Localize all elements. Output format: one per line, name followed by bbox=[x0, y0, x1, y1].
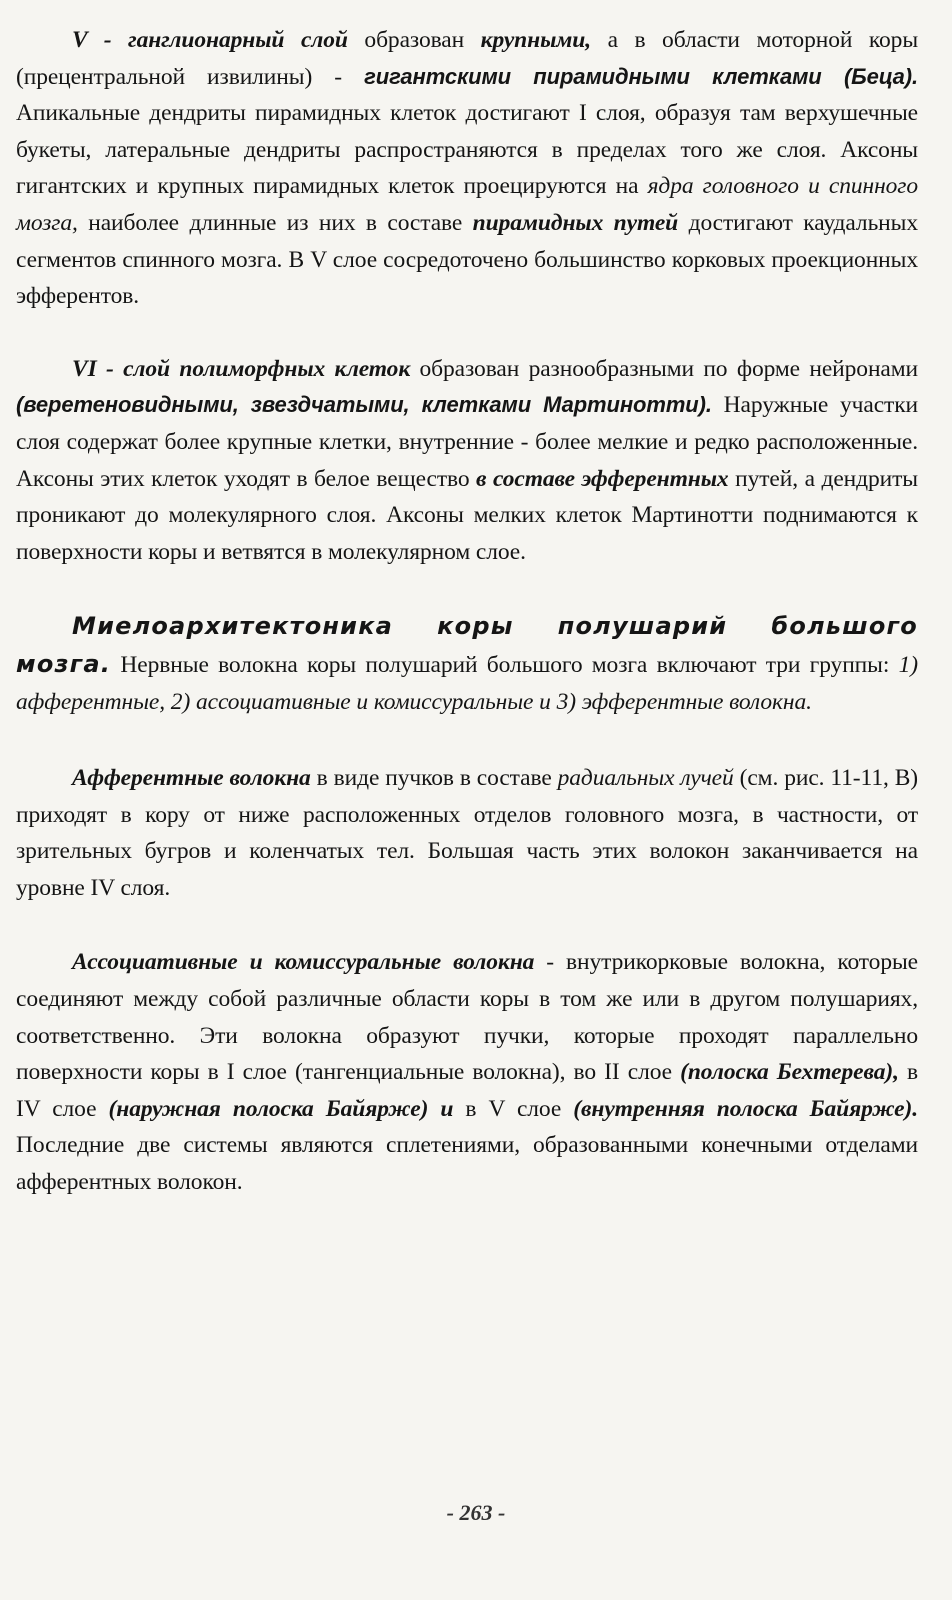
text: в V слое bbox=[453, 1095, 574, 1122]
paragraph-polymorphic-layer bbox=[16, 351, 918, 571]
term-fiber-groups: 1) афферентные, 2) ассоциативные и комиссуральные и 3) эфферентные волокна. bbox=[16, 651, 918, 715]
term-betz-cells: гигантскими пирамидными клетками (Беца). bbox=[364, 63, 918, 89]
term-neuron-types: (веретеновидными, звездчатыми, клетками Мартинотти). bbox=[16, 392, 712, 418]
text: наиболее длинные из них в составе bbox=[77, 209, 473, 236]
text: (см. рис. 11-11, В) приходят в кору от ниже расположенных отделов головного мозга, в частности, от зрительных бугров и коленчатых тел. Большая часть этих волокон заканчивается на уровне IV слоя. bbox=[16, 765, 918, 901]
term-large: крупными, bbox=[480, 27, 592, 53]
paragraph-association-fibers bbox=[16, 944, 918, 1200]
term-brain-nuclei: ядра головного и спинного мозга, bbox=[16, 173, 918, 236]
term-bekhterev-stripe: (полоска Бехтерева), bbox=[680, 1059, 899, 1086]
text: - внутрикорковые волокна, которые соединяют между собой различные области коры в том же или в другом полушариях, соответственно. Эти волокна образуют пучки, которые проходят параллельно поверхности коры в I слое (тангенциальные волокна), во II слое bbox=[16, 949, 918, 1086]
term-outer-baillarger: (наружная полоска Байярже) и bbox=[108, 1095, 454, 1122]
term-inner-baillarger: (внутренняя полоска Байярже). bbox=[573, 1095, 918, 1122]
term-radial-rays: радиальных лучей bbox=[557, 765, 734, 792]
paragraph-afferent-fibers bbox=[16, 760, 918, 906]
term-efferent: в составе эфферентных bbox=[476, 465, 729, 492]
text: образован bbox=[347, 27, 481, 53]
term-association-fibers: Ассоциативные и комиссуральные волокна bbox=[72, 949, 535, 976]
section-heading: Миелоархитектоника коры полушарий большого мозга. bbox=[16, 612, 918, 678]
text: Последние две системы являются сплетениями, образованными конечными отделами афферентных волокон. bbox=[16, 1132, 918, 1196]
text: достигают каудальных сегментов спинного мозга. В V слое сосредоточено большинство корковых проекционных эфферентов. bbox=[16, 209, 918, 310]
term-ganglionic-layer: V - ганглионарный слой bbox=[72, 27, 348, 53]
text: а в области моторной коры (прецентральной извилины) - bbox=[16, 27, 919, 90]
term-afferent-fibers: Афферентные волокна bbox=[72, 765, 311, 792]
text: путей, а дендриты проникают до молекулярного слоя. Аксоны мелких клеток Мартинотти поднимаются к поверхности коры и ветвятся в молекулярном слое. bbox=[16, 465, 918, 565]
term-polymorphic-layer: VI - слой полиморфных клеток bbox=[72, 355, 411, 382]
text: в IV слое bbox=[16, 1059, 919, 1122]
text: Апикальные дендриты пирамидных клеток достигают I слоя, образуя там верхушечные букеты, латеральные дендриты распространяются в пределах того же слоя. Аксоны гигантских и крупных пирамидных клеток проецируются на bbox=[16, 100, 918, 200]
text: в виде пучков в составе bbox=[310, 765, 558, 792]
text: образован разнообразными по форме нейронами bbox=[410, 355, 919, 382]
term-pyramidal-tracts: пирамидных путей bbox=[472, 209, 679, 236]
page-number: - 263 - bbox=[446, 1500, 506, 1525]
paragraph-myeloarchitectonics bbox=[16, 608, 918, 720]
text: Наружные участки слоя содержат более крупные клетки, внутренние - более мелкие и редко расположенные. Аксоны этих клеток уходят в белое вещество bbox=[16, 392, 918, 492]
text: Нервные волокна коры полушарий большого мозга включают три группы: bbox=[111, 651, 899, 678]
paragraph-ganglionic-layer bbox=[16, 22, 918, 315]
